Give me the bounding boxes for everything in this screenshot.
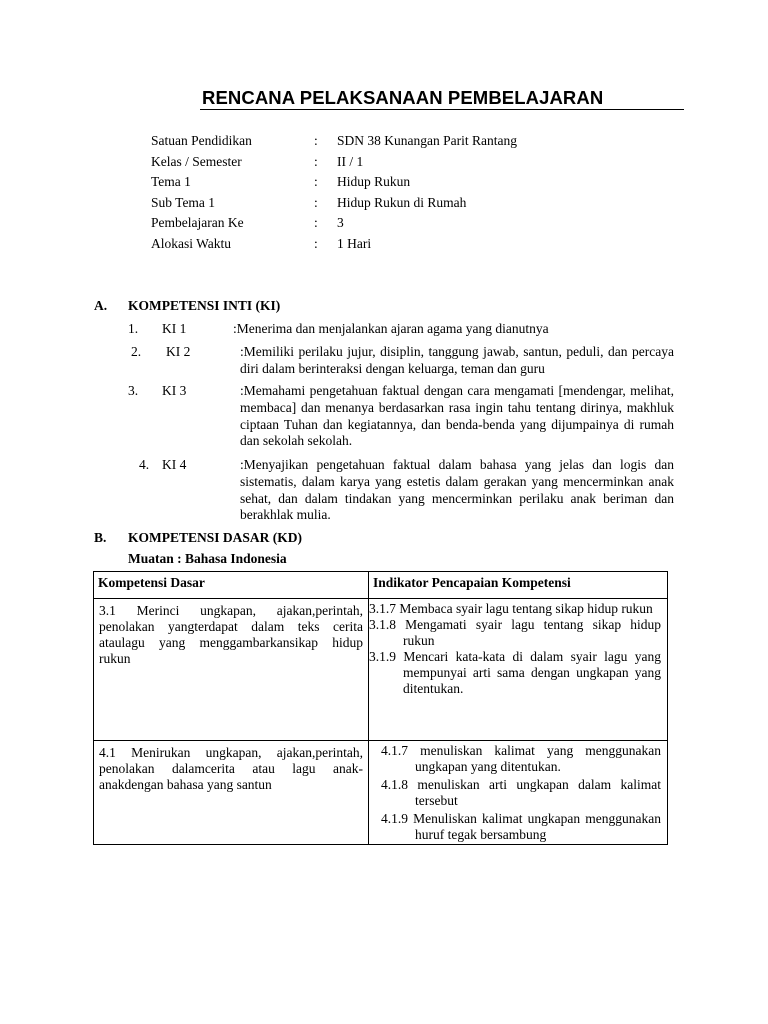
- indicator-item: 4.1.9 Menuliskan kalimat ungkapan menggunakan huruf tegak bersambung: [381, 811, 661, 842]
- section-letter: A.: [94, 298, 108, 313]
- identity-label: Satuan Pendidikan: [151, 133, 252, 148]
- identity-value: Hidup Rukun di Rumah: [337, 194, 467, 210]
- title-underline: [200, 109, 684, 110]
- indicator-item: 4.1.7 menuliskan kalimat yang menggunakan ungkapan yang ditentukan.: [381, 743, 661, 774]
- identity-colon: :: [314, 194, 318, 210]
- identity-label: Alokasi Waktu: [151, 235, 232, 251]
- identity-colon: :: [314, 174, 318, 189]
- table-row: [94, 741, 668, 845]
- ki-code: KI 3: [162, 383, 187, 398]
- identity-value: Hidup Rukun: [337, 174, 411, 189]
- table-header: Kompetensi Dasar: [94, 572, 369, 599]
- table-header-row: [94, 572, 668, 599]
- identity-label: Sub Tema 1: [151, 194, 216, 210]
- identity-row: [151, 133, 651, 154]
- identity-colon: :: [314, 153, 318, 169]
- table-row: [94, 599, 668, 741]
- identity-row: [151, 195, 651, 216]
- document-title: RENCANA PELAKSANAAN PEMBELAJARAN: [202, 87, 604, 108]
- indicator-cell: [369, 741, 668, 845]
- indicator-item: 3.1.8 Mengamati syair lagu tentang sikap hidup rukun: [369, 617, 661, 648]
- identity-colon: :: [314, 215, 318, 230]
- kd-cell: 3.1 Merinci ungkapan, ajakan,perintah, penolakan yangterdapat dalam teks cerita ataulagu yang menggambarkansikap hidup rukun: [94, 599, 369, 741]
- identity-colon: :: [314, 133, 318, 148]
- ki-number: 2.: [131, 344, 142, 359]
- identity-value: II / 1: [337, 153, 364, 169]
- ki-number: 1.: [128, 321, 139, 336]
- identity-row: [151, 174, 651, 195]
- identity-label: Pembelajaran Ke: [151, 215, 244, 230]
- ki-description: :Memahami pengetahuan faktual dengan cara mengamati [mendengar, melihat, membaca] dan menanya berdasarkan rasa ingin tahu tentang dirinya, makhluk ciptaan Tuhan dan kegiatannya, dan benda-benda yang dijumpainya di rumah dan sekolah sekolah.: [240, 383, 674, 449]
- ki-description: :Menyajikan pengetahuan faktual dalam bahasa yang jelas dan logis dan sistematis, dalam karya yang estetis dalam gerakan yang mencerminkan anak sehat, dan dalam tindakan yang mencerminkan perilaku anak beriman dan berakhlak mulia.: [240, 457, 674, 523]
- table-header: Indikator Pencapaian Kompetensi: [369, 572, 668, 599]
- section-title: KOMPETENSI DASAR (KD): [128, 530, 303, 545]
- indicator-cell: [369, 599, 668, 741]
- ki-code: KI 1: [162, 321, 187, 336]
- identity-row: [151, 236, 651, 257]
- section-letter: B.: [94, 530, 107, 545]
- identity-label: Tema 1: [151, 174, 191, 189]
- ki-number: 4.: [139, 457, 150, 472]
- ki-code: KI 4: [162, 457, 187, 472]
- identity-block: [151, 133, 651, 256]
- indicator-item: 4.1.8 menuliskan arti ungkapan dalam kalimat tersebut: [381, 777, 661, 808]
- muatan-label: Muatan : Bahasa Indonesia: [128, 551, 287, 566]
- ki-number: 3.: [128, 383, 139, 398]
- kd-table: [93, 571, 668, 845]
- section-title: KOMPETENSI INTI (KI): [128, 298, 281, 313]
- indicator-item: 3.1.7 Membaca syair lagu tentang sikap hidup rukun: [369, 601, 653, 616]
- ki-description: :Menerima dan menjalankan ajaran agama yang dianutnya: [233, 321, 549, 336]
- kd-cell: 4.1 Menirukan ungkapan, ajakan,perintah, penolakan dalamcerita atau lagu anak-anakdengan bahasa yang santun: [94, 741, 369, 845]
- identity-row: [151, 215, 651, 236]
- identity-colon: :: [314, 235, 318, 251]
- ki-description: :Memiliki perilaku jujur, disiplin, tanggung jawab, santun, peduli, dan percaya diri dalam berinteraksi dengan keluarga, teman dan guru: [240, 344, 674, 376]
- identity-value: 3: [337, 215, 344, 230]
- identity-label: Kelas / Semester: [151, 153, 242, 169]
- identity-value: SDN 38 Kunangan Parit Rantang: [337, 133, 517, 148]
- identity-row: [151, 154, 651, 175]
- identity-value: 1 Hari: [337, 235, 372, 251]
- ki-code: KI 2: [166, 344, 191, 359]
- indicator-item: 3.1.9 Mencari kata-kata di dalam syair lagu yang mempunyai arti sama dengan ungkapan yang ditentukan.: [369, 649, 661, 696]
